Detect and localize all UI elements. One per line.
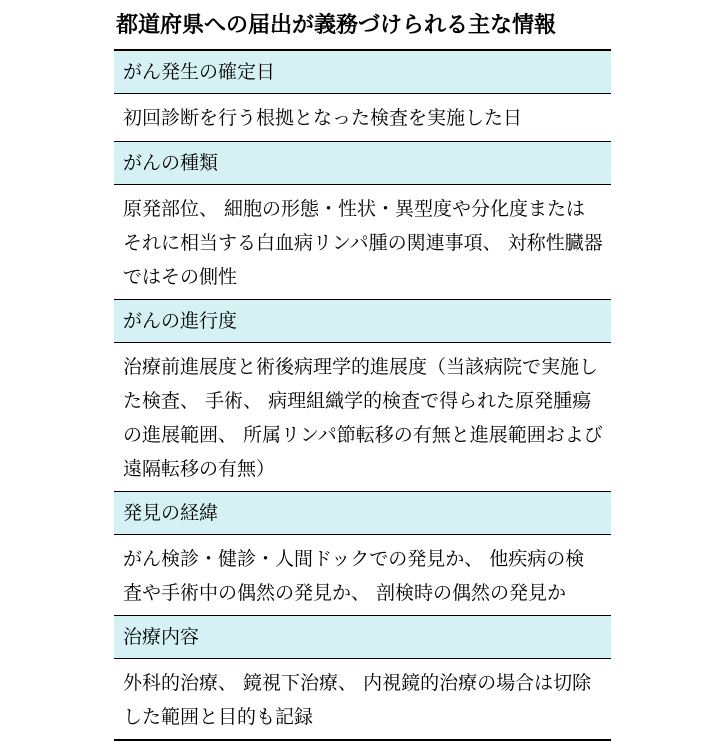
row-header-cancer-type: がんの種類 [114, 142, 611, 185]
row-body-confirm-date: 初回診断を行う根拠となった検査を実施した日 [114, 94, 611, 142]
row-body-treatment: 外科的治療、 鏡視下治療、 内視鏡的治療の場合は切除した範囲と目的も記録 [114, 659, 611, 741]
row-body-cancer-type: 原発部位、 細胞の形態・性状・異型度や分化度またはそれに相当する白血病リンパ腫の関連事項、 対称性臓器ではその側性 [114, 185, 611, 300]
row-header-discovery: 発見の経緯 [114, 492, 611, 535]
info-table [114, 49, 611, 741]
row-header-treatment: 治療内容 [114, 616, 611, 659]
page-title: 都道府県への届出が義務づけられる主な情報 [116, 13, 557, 38]
row-header-confirm-date: がん発生の確定日 [114, 51, 611, 94]
row-header-stage: がんの進行度 [114, 300, 611, 343]
row-body-stage: 治療前進展度と術後病理学的進展度（当該病院で実施した検査、 手術、 病理組織学的検査で得られた原発腫瘍の進展範囲、 所属リンパ節転移の有無と進展範囲および遠隔転移の有無） [114, 343, 611, 492]
row-body-discovery: がん検診・健診・人間ドックでの発見か、 他疾病の検査や手術中の偶然の発見か、 剖検時の偶然の発見か [114, 535, 611, 616]
